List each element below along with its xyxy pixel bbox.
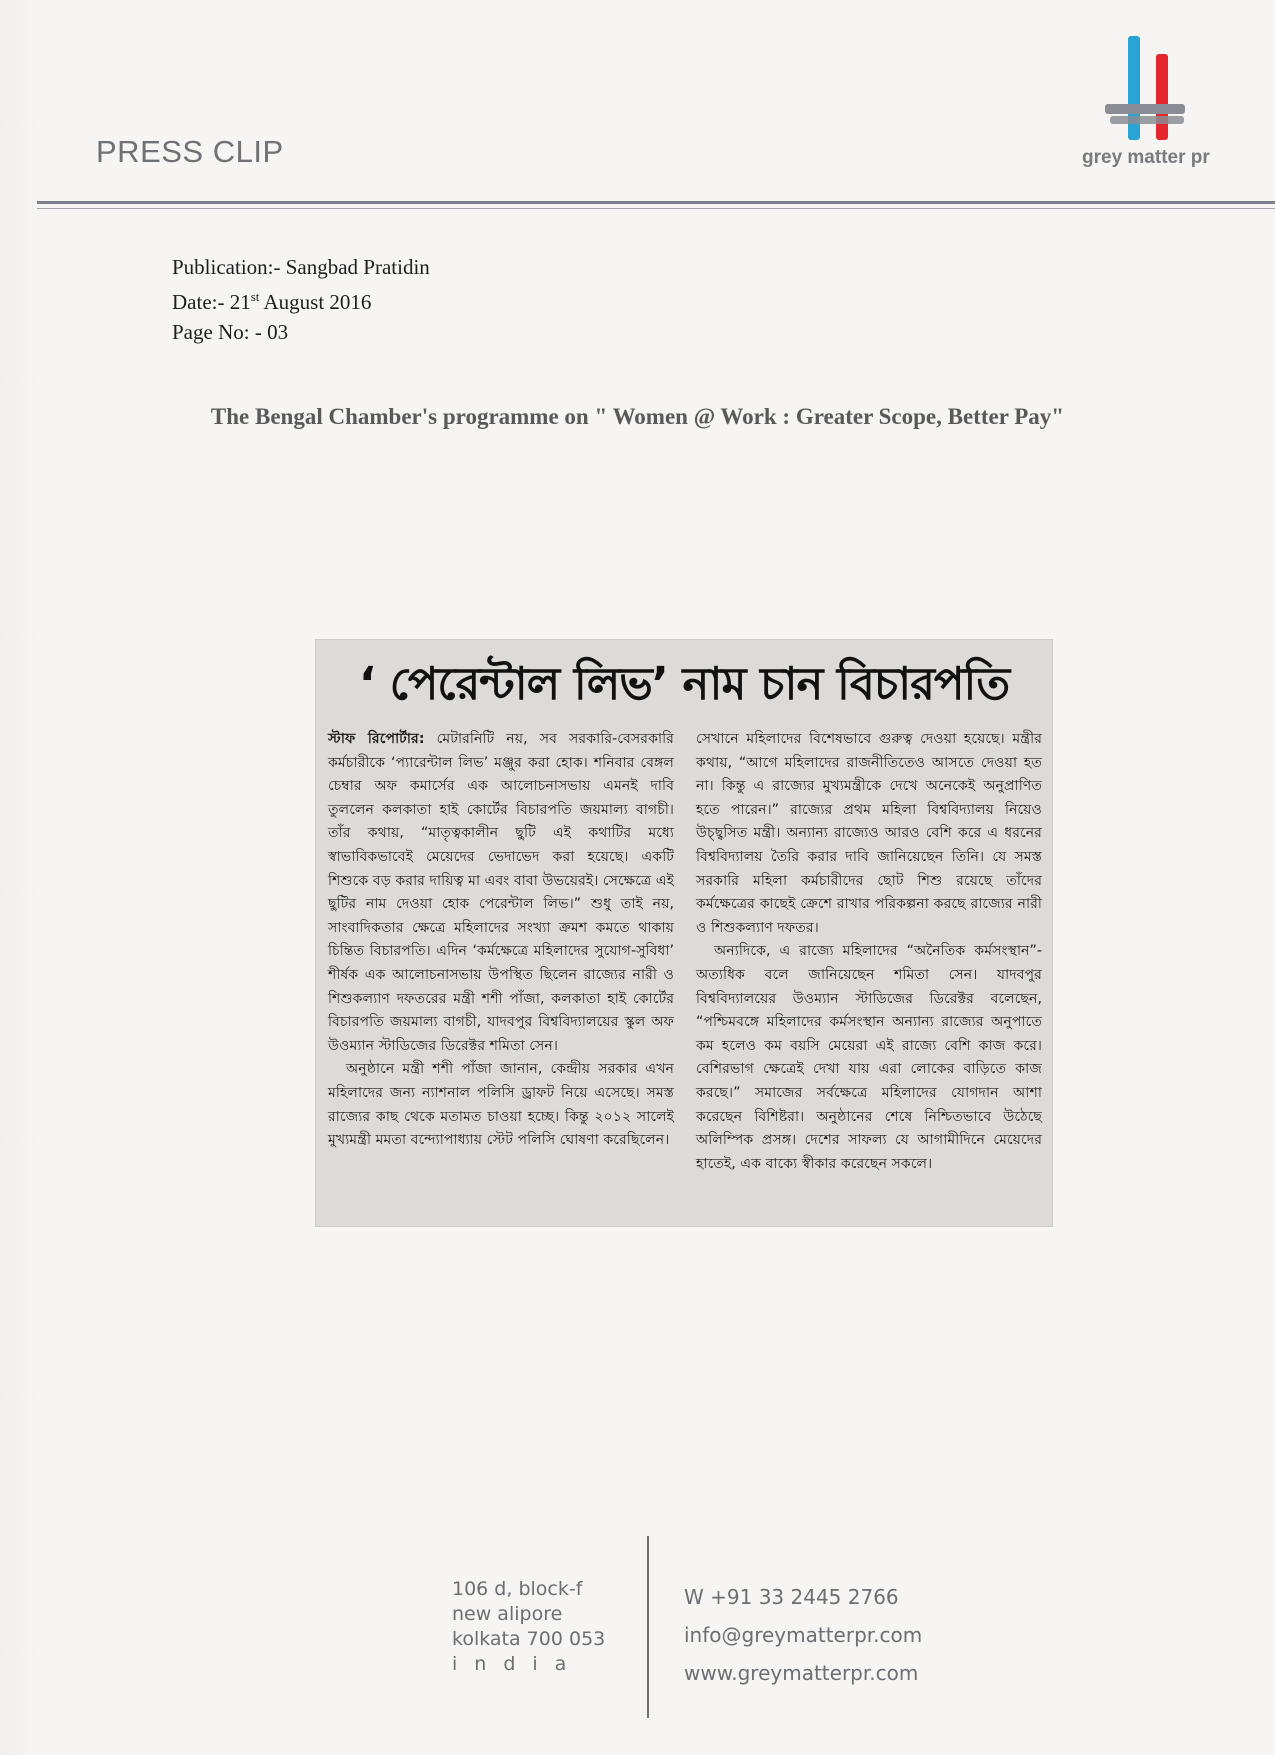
footer-contact <box>684 1578 922 1692</box>
address-country: india <box>452 1653 584 1675</box>
address-line: kolkata 700 053 <box>452 1628 606 1650</box>
date-sup: st <box>250 289 260 304</box>
logo-wordmark: grey matter pr <box>1082 147 1210 168</box>
article-byline: স্টাফ রিপোর্টার: <box>328 731 425 747</box>
phone-number: W +91 33 2445 2766 <box>684 1585 899 1609</box>
publication-line: Publication:- Sangbad Pratidin <box>172 255 430 279</box>
website-link[interactable]: www.greymatterpr.com <box>684 1661 919 1685</box>
newspaper-clipping <box>316 640 1052 1226</box>
address-line: new alipore <box>452 1603 563 1625</box>
article-paragraph <box>328 728 674 1058</box>
date-suffix: August 2016 <box>259 290 372 314</box>
footer-divider <box>647 1536 649 1718</box>
publication-meta <box>172 252 430 347</box>
page-edge <box>0 0 38 1755</box>
article-title: ‘ পেরেন্টাল লিভ’ নাম চান বিচারপতি <box>358 657 1010 710</box>
footer-address <box>452 1577 605 1677</box>
article-column-2 <box>696 728 1042 1176</box>
email-link[interactable]: info@greymatterpr.com <box>684 1623 923 1647</box>
date-prefix: Date:- 21 <box>172 290 251 314</box>
header-divider <box>37 201 1275 204</box>
article-paragraph: সেখানে মহিলাদের বিশেষভাবে গুরুত্ব দেওয়া হয়েছে। মন্ত্রীর কথায়, “আগে মহিলাদের রাজনীতিতেও আসতে দেওয়া হত না। কিন্তু এ রাজ্যের মুখ্যমন্ত্রীকে দেখে অনেকেই অনুপ্রাণিত হতে পারেন।” রাজ্যের প্রথম মহিলা বিশ্ববিদ্যালয় নিয়েও উচ্ছ্বসিত মন্ত্রী। অন্যান্য রাজ্যেও আরও বেশি করে এ ধরনের বিশ্ববিদ্যালয় তৈরি করার দাবি জানিয়েছেন তিনি। যে সমস্ত সরকারি মহিলা কর্মচারীদের ছোট শিশু রয়েছে তাঁদের কর্মক্ষেত্রের কাছেই ক্রেশে রাখার পরিকল্পনা করছে রাজ্যের নারী ও শিশুকল্যাণ দফতর। <box>696 731 1042 936</box>
article-paragraph: অন্যদিকে, এ রাজ্যে মহিলাদের “অনৈতিক কর্মসংস্থান”-অত্যধিক বলে জানিয়েছেন শমিতা সেন। যাদবপুর বিশ্ববিদ্যালয়ের উওম্যান স্টাডিজের ডিরেক্টর বলেছেন, “পশ্চিমবঙ্গে মহিলাদের কর্মসংস্থান অন্যান্য রাজ্যের অনুপাতে কম হলেও কম বয়সি মেয়েরা এই রাজ্যে বেশি কাজ করে। বেশিরভাগ ক্ষেত্রেই দেখা যায় এরা লোকের বাড়িতে কাজ করছে।” সমাজের সর্বক্ষেত্রে মহিলাদের যোগদান আশা করেছেন বিশিষ্টরা। অনুষ্ঠানের শেষে নিশ্চিতভাবে উঠেছে অলিম্পিক প্রসঙ্গ। দেশের সাফল্য যে আগামীদিনে মেয়েদের হাতেই, এক বাক্যে স্বীকার করেছেন সকলে। <box>696 943 1042 1172</box>
page-number-line: Page No: - 03 <box>172 320 289 344</box>
article-text: মেটারনিটি নয়, সব সরকারি-বেসরকারি কর্মচারীকে ‘প্যারেন্টাল লিভ’ মঞ্জুর করা হোক। শনিবার বেঙ্গল চেম্বার অফ কমার্সের এক আলোচনাসভায় এমনই দাবি তুললেন কলকাতা হাই কোর্টের বিচারপতি জয়মাল্য বাগচী। তাঁর কথায়, “মাতৃত্বকালীন ছুটি এই কথাটির মধ্যে স্বাভাবিকভাবেই মেয়েদের ভেদাভেদ করা হয়েছে। একটি শিশুকে বড় করার দায়িত্ব মা এবং বাবা উভয়েরই। সেক্ষেত্রে এই ছুটির নাম দেওয়া হোক পেরেন্টাল লিভ।” শুধু তাই নয়, সাংবাদিকতার ক্ষেত্রে মহিলাদের সংখ্যা ক্রমশ কমতে থাকায় চিন্তিত বিচারপতি। এদিন ‘কর্মক্ষেত্রে মহিলাদের সুযোগ-সুবিধা’ শীর্ষক এক আলোচনাসভায় উপস্থিত ছিলেন রাজ্যের নারী ও শিশুকল্যাণ দফতরের মন্ত্রী শশী পাঁজা, কলকাতা হাই কোর্টের বিচারপতি জয়মাল্য বাগচী, যাদবপুর বিশ্ববিদ্যালয়ের স্কুল অফ উওম্যান স্টাডিজের ডিরেক্টর শমিতা সেন। <box>328 731 674 1054</box>
header-divider-thin <box>37 208 1275 209</box>
article-paragraph: অনুষ্ঠানে মন্ত্রী শশী পাঁজা জানান, কেন্দ্রীয় সরকার এখন মহিলাদের জন্য ন্যাশনাল পলিসি ড্রাফট নিয়ে এসেছে। সমস্ত রাজ্যের কাছ থেকে মতামত চাওয়া হচ্ছে। কিন্তু ২০১২ সালেই মুখ্যমন্ত্রী মমতা বন্দ্যোপাধ্যায় স্টেট পলিসি ঘোষণা করেছিলেন। <box>328 1061 674 1149</box>
article-column-1 <box>328 728 674 1153</box>
address-line: 106 d, block-f <box>452 1578 583 1600</box>
press-clip-label: PRESS CLIP <box>96 134 284 169</box>
programme-headline: The Bengal Chamber's programme on " Women @ Work : Greater Scope, Better Pay" <box>210 404 1065 429</box>
date-line <box>172 282 430 317</box>
grey-matter-logo-icon <box>1098 34 1194 146</box>
